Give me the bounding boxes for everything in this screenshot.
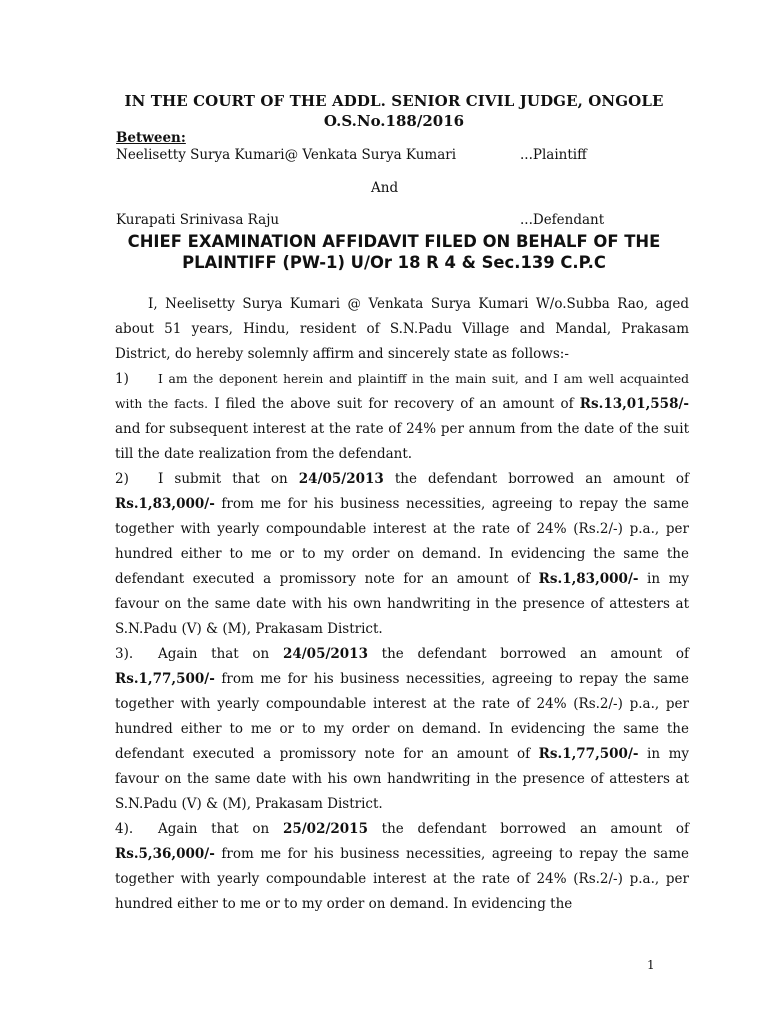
date: 24/05/2013 [298,471,384,487]
date: 25/02/2015 [282,821,368,837]
affidavit-heading [112,231,676,273]
amount: Rs.13,01,558/- [579,396,690,412]
paragraph-text: the defendant borrowed an amount of [394,471,690,487]
paragraph-text: in my favour on the same date with his own handwriting in the presence of attesters at S.N.Padu (V) & (M), Prakasam District. [115,571,689,637]
suit-number: O.S.No.188/2016 [323,112,465,130]
paragraph-text: I am the deponent herein and plaintiff in the main suit, and I am well acquainted with the facts. [115,372,689,411]
plaintiff-name: Neelisetty Surya Kumari@ Venkata Surya Kumari [116,147,457,163]
between-label: Between: [116,130,186,146]
court-title: IN THE COURT OF THE ADDL. SENIOR CIVIL JUDGE, ONGOLE [124,92,664,110]
paragraph-number: 2) [115,471,129,487]
paragraph-text: I submit that on [158,471,288,487]
paragraph-text: in my favour on the same date with his own handwriting in the presence of attesters at S.N.Padu (V) & (M), Prakasam District. [115,746,689,812]
amount: Rs.5,36,000/- [115,846,215,862]
page-number: 1 [647,958,655,972]
plaintiff-role: ...Plaintiff [520,147,587,163]
paragraph-text: Again that on [158,646,270,662]
paragraph-3 [115,642,689,817]
defendant-name: Kurapati Srinivasa Raju [116,212,280,228]
affidavit-body [115,292,689,917]
intro-paragraph: I, Neelisetty Surya Kumari @ Venkata Surya Kumari W/o.Subba Rao, aged about 51 years, Hindu, resident of S.N.Padu Village and Mandal, Prakasam District, do hereby solemnly affirm and sincerely state as follows:- [115,296,689,362]
and-label: And [371,180,399,196]
amount: Rs.1,83,000/- [538,571,639,587]
affidavit-heading-line-2: PLAINTIFF (PW-1) U/Or 18 R 4 & Sec.139 C.P.C [182,253,606,272]
defendant-role: ...Defendant [520,212,605,228]
amount: Rs.1,83,000/- [115,496,215,512]
paragraph-text: I filed the above suit for recovery of an amount of [214,396,574,412]
paragraph-number: 1) [115,371,129,387]
amount: Rs.1,77,500/- [115,671,215,687]
paragraph-4 [115,817,689,917]
paragraph-number: 3). [115,646,134,662]
date: 24/05/2013 [282,646,368,662]
paragraph-text: the defendant borrowed an amount of [381,646,690,662]
amount: Rs.1,77,500/- [538,746,639,762]
paragraph-text: Again that on [158,821,270,837]
paragraph-text: from me for his business necessities, agreeing to repay the same together with yearly compoundable interest at the rate of 24% (Rs.2/-) p.a., per hundred either to me or to my order on demand. In evidencing the same the defendant executed a promissory note for an amount of [115,496,690,587]
paragraph-text: from me for his business necessities, agreeing to repay the same together with yearly compoundable interest at the rate of 24% (Rs.2/-) p.a., per hundred either to me or to my order on demand. In evidencing the same the defendant executed a promissory note for an amount of [115,671,690,762]
paragraph-1 [115,367,689,467]
paragraph-number: 4). [115,821,134,837]
paragraph-text: the defendant borrowed an amount of [381,821,690,837]
paragraph-2 [115,467,689,642]
paragraph-text: and for subsequent interest at the rate of 24% per annum from the date of the suit till the date realization from the defendant. [115,421,689,462]
paragraph-text: from me for his business necessities, agreeing to repay the same together with yearly compoundable interest at the rate of 24% (Rs.2/-) p.a., per hundred either to me or to my order on demand. In evidencing the [115,846,690,912]
affidavit-heading-line-1: CHIEF EXAMINATION AFFIDAVIT FILED ON BEHALF OF THE [127,232,661,251]
